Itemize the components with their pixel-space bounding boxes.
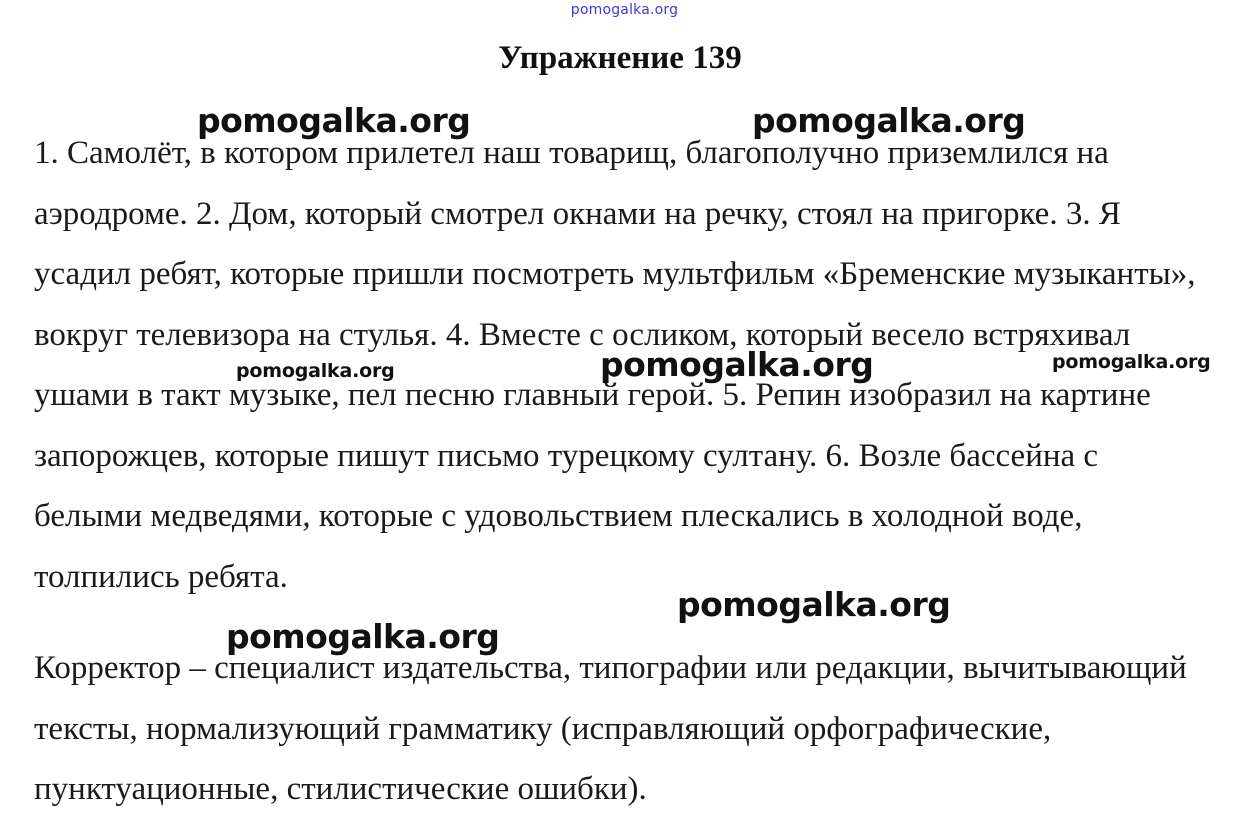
watermark: pomogalka.org [236,360,395,382]
watermark: pomogalka.org [1052,351,1211,373]
watermark: pomogalka.org [677,585,951,624]
watermark: pomogalka.org [600,345,874,384]
site-watermark-top: pomogalka.org [570,2,679,18]
watermark: pomogalka.org [752,101,1026,140]
watermark: pomogalka.org [197,101,471,140]
watermark: pomogalka.org [226,617,500,656]
definition-paragraph: Корректор – специалист издательства, типографии или редакции, вычитывающий тексты, нормализующий грамматику (исправляющий орфографические, пунктуационные, стилистические ошибки). [34,650,1187,807]
answer-paragraph: 1. Самолёт, в котором прилетел наш товарищ, благополучно приземлился на аэродроме. 2. Дом, который смотрел окнами на речку, стоял на пригорке. 3. Я усадил ребят, которые пришли посмотреть мультфильм «Бременские музыканты», вокруг телевизора на стулья. 4. Вместе с осликом, который весело встряхивал ушами в такт музыке, пел песню главный герой. 5. Репин изобразил на картине запорожцев, которые пишут письмо турецкому султану. 6. Возле бассейна с белыми медведями, которые с удовольствием плескались в холодной воде, толпились ребята. [34,135,1196,595]
exercise-title: Упражнение 139 [498,40,742,76]
